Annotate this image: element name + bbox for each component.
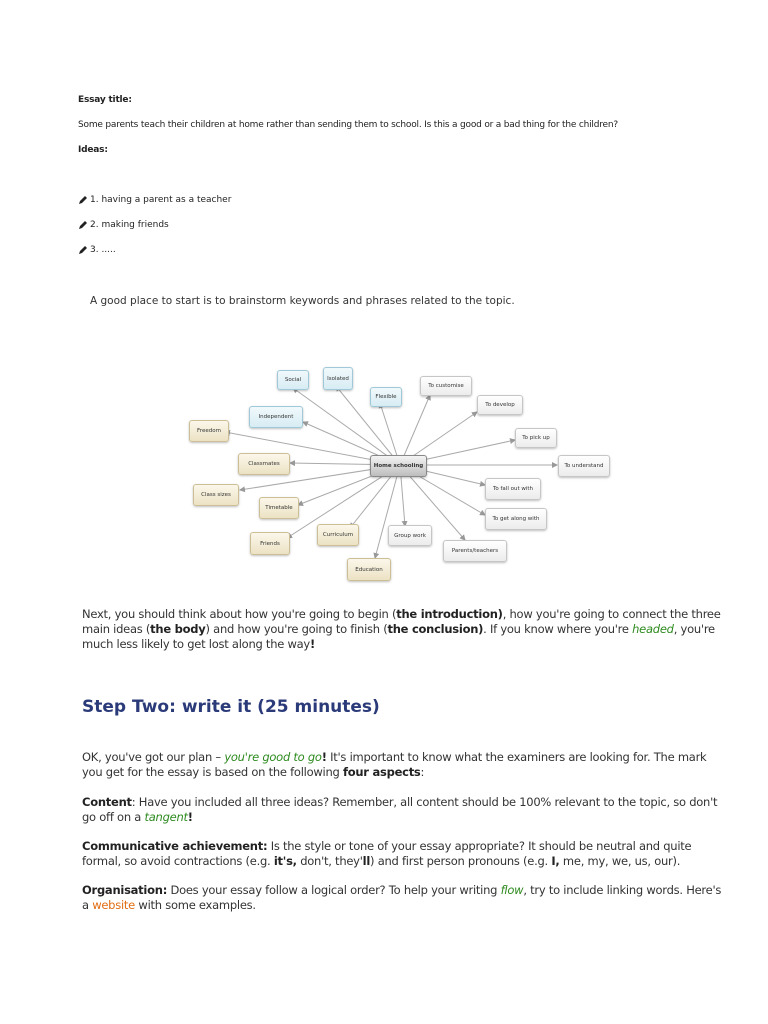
mind-map-node: To understand (558, 455, 610, 477)
mind-map-node: To develop (477, 395, 523, 415)
mind-map-node: Flexible (370, 387, 402, 407)
mind-map-node: To customise (420, 376, 472, 396)
ok-paragraph: OK, you've got our plan – you're good to go! It's important to know what the examiners are looking for. The mark you get for the essay is based on the following four aspects: (82, 750, 707, 779)
next-paragraph: Next, you should think about how you're going to begin (the introduction), how you're going to connect the three main ideas (the body) and how you're going to finish (the conclusion). If you know where you're headed, you're much less likely to get lost along the way! (82, 607, 721, 651)
mind-map-node: Freedom (189, 420, 229, 442)
website-link[interactable]: website (92, 898, 136, 912)
mind-map-node: Social (277, 370, 309, 390)
mind-map-node: Class sizes (193, 484, 239, 506)
mind-map-node: Timetable (259, 497, 299, 519)
ideas-label: Ideas: (78, 145, 108, 155)
idea-item (78, 195, 231, 205)
idea-text: 2. making friends (90, 220, 169, 230)
step-two-heading: Step Two: write it (25 minutes) (82, 697, 380, 717)
essay-title-text: Some parents teach their children at home rather than sending them to school. Is this a good or a bad thing for the children? (78, 120, 618, 130)
pencil-icon (78, 195, 88, 205)
pencil-icon (78, 220, 88, 230)
communicative-paragraph: Communicative achievement: Is the style or tone of your essay appropriate? It should be neutral and quite formal, so avoid contractions (e.g. it's, don't, they'll) and first person pronouns (e.g. I, me, my, we, us, our). (82, 839, 692, 868)
idea-text: 3. ..... (90, 245, 116, 255)
mind-map (185, 360, 615, 585)
mind-map-node: Education (347, 558, 391, 581)
mind-map-node: Isolated (323, 367, 353, 390)
mind-map-node: Classmates (238, 453, 290, 475)
brainstorm-lead: A good place to start is to brainstorm keywords and phrases related to the topic. (90, 295, 515, 307)
mind-map-center: Home schooling (370, 455, 427, 477)
mind-map-node: Group work (388, 525, 432, 546)
idea-text: 1. having a parent as a teacher (90, 195, 232, 205)
mind-map-node: To fall out with (485, 478, 541, 500)
mind-map-node: Curriculum (317, 524, 359, 546)
mind-map-node: Friends (250, 532, 290, 555)
organisation-paragraph: Organisation: Does your essay follow a logical order? To help your writing flow, try to include linking words. Here's a website with some examples. (82, 883, 722, 912)
idea-item (78, 245, 116, 255)
mind-map-node: Independent (249, 406, 303, 428)
pencil-icon (78, 245, 88, 255)
essay-title-label: Essay title: (78, 95, 132, 105)
mind-map-node: To pick up (515, 428, 557, 448)
idea-item (78, 220, 169, 230)
content-paragraph: Content: Have you included all three ideas? Remember, all content should be 100% relevant to the topic, so don't go off on a tangent! (82, 795, 718, 824)
mind-map-node: Parents/teachers (443, 540, 507, 562)
mind-map-node: To get along with (485, 508, 547, 530)
